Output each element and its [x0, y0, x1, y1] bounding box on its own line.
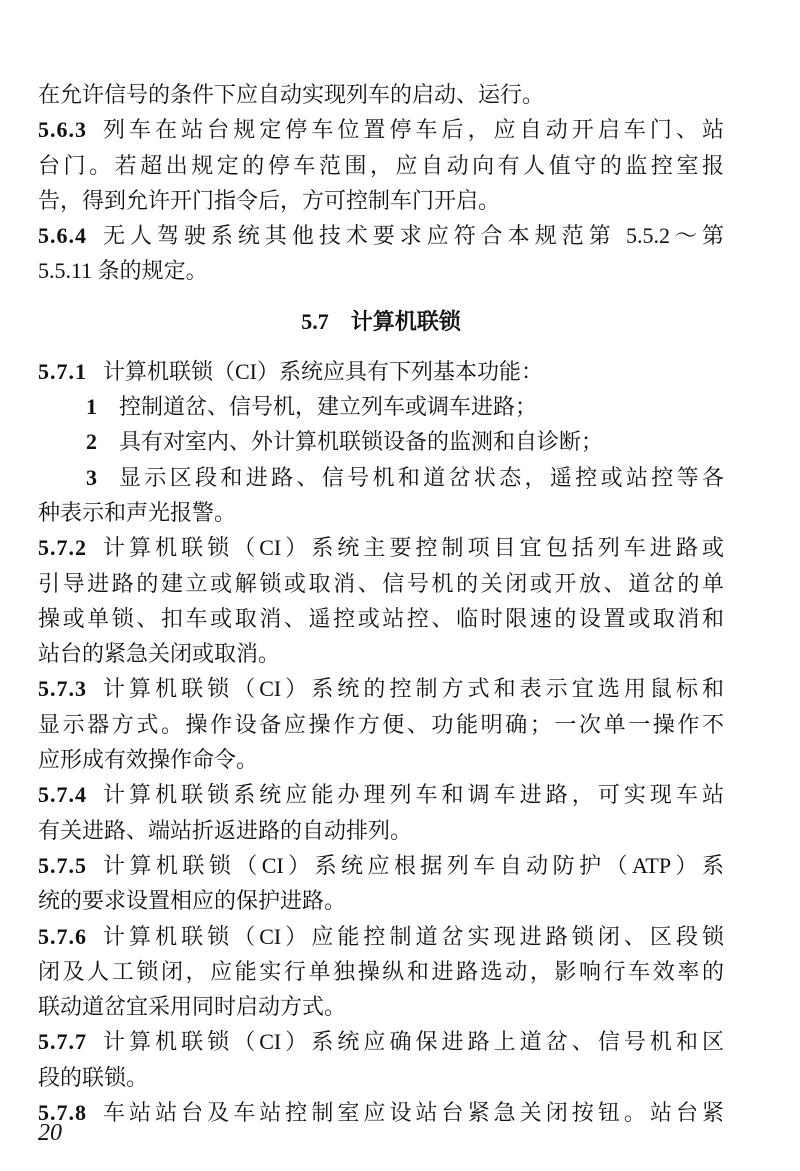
clause-number: 5.7.7: [38, 1029, 87, 1055]
text-line: [38, 883, 724, 918]
text-line: [38, 777, 724, 812]
text-line: [38, 742, 724, 777]
line-text: 无人驾驶系统其他技术要求应符合本规范第 5.5.2～第: [103, 223, 724, 249]
clause-paragraph: [38, 354, 724, 389]
line-text: 5.5.11 条的规定。: [38, 258, 208, 284]
clause-number: 5.7.3: [38, 676, 87, 702]
text-line: [38, 636, 724, 671]
line-text: 种表示和声光报警。: [38, 499, 237, 525]
line-text: 计算机联锁（CI）系统主要控制项目宜包括列车进路或: [103, 535, 724, 561]
clause-paragraph: [38, 1095, 724, 1130]
clause-paragraph: [38, 919, 724, 1025]
clause-number: 5.7.5: [38, 852, 87, 878]
line-text: 台门。若超出规定的停车范围，应自动向有人值守的监控室报: [38, 152, 724, 178]
clause-number: 5.7.1: [38, 358, 87, 384]
section-number: 5.7: [301, 308, 329, 334]
line-text: 闭及人工锁闭，应能实行单独操纵和进路选动，影响行车效率的: [38, 958, 724, 984]
text-line: [38, 989, 724, 1024]
clause-paragraph: [38, 848, 724, 919]
line-text: 计算机联锁（CI）应能控制道岔实现进路锁闭、区段锁: [103, 923, 724, 949]
text-line: [38, 389, 724, 424]
line-text: 统的要求设置相应的保护进路。: [38, 888, 347, 914]
text-line: [38, 112, 724, 147]
line-text: 计算机联锁（CI）系统的控制方式和表示宜选用鼠标和: [103, 676, 724, 702]
text-line: [38, 919, 724, 954]
line-text: 车站站台及车站控制室应设站台紧急关闭按钮。站台紧: [103, 1100, 724, 1126]
list-item: [38, 424, 724, 459]
page-number: 20: [38, 1120, 62, 1146]
text-line: [38, 671, 724, 706]
line-text: 应形成有效操作命令。: [38, 747, 259, 773]
text-line: [38, 218, 724, 253]
text-line: [38, 1024, 724, 1059]
item-number: 3: [86, 464, 97, 490]
line-text: 控制道岔、信号机，建立列车或调车进路；: [119, 394, 538, 420]
line-text: 计算机联锁（CI）系统应根据列车自动防护（ATP）系: [103, 852, 724, 878]
text-line: [38, 1095, 724, 1130]
item-number: 2: [86, 429, 97, 455]
section-title: 计算机联锁: [350, 308, 461, 334]
text-line: [38, 1060, 724, 1095]
line-text: 计算机联锁（CI）系统应具有下列基本功能：: [103, 358, 544, 384]
line-text: 显示器方式。操作设备应操作方便、功能明确；一次单一操作不: [38, 711, 724, 737]
text-line: [38, 848, 724, 883]
clause-paragraph: [38, 671, 724, 777]
item-number: 1: [86, 394, 97, 420]
clause-paragraph: [38, 1024, 724, 1095]
text-line: [38, 460, 724, 495]
clause-paragraph: [38, 112, 724, 218]
text-line: [38, 495, 724, 530]
clause-paragraph: [38, 218, 724, 289]
clause-number: 5.7.6: [38, 923, 87, 949]
clause-number: 5.7.8: [38, 1100, 87, 1126]
text-line: [38, 424, 724, 459]
line-text: 告，得到允许开门指令后，方可控制车门开启。: [38, 187, 501, 213]
text-line: [38, 813, 724, 848]
text-line: [38, 566, 724, 601]
line-text: 站台的紧急关闭或取消。: [38, 641, 281, 667]
line-text: 具有对室内、外计算机联锁设备的监测和自诊断；: [119, 429, 604, 455]
line-text: 显示区段和进路、信号机和道岔状态，遥控或站控等各: [119, 464, 724, 490]
text-line: [38, 954, 724, 989]
list-item: [38, 389, 724, 424]
line-text: 有关进路、端站折返进路的自动排列。: [38, 817, 413, 843]
clause-paragraph: [38, 530, 724, 671]
line-text: 段的联锁。: [38, 1064, 149, 1090]
text-line: [38, 354, 724, 389]
clause-paragraph: [38, 777, 724, 848]
line-text: 联动道岔宜采用同时启动方式。: [38, 994, 347, 1020]
line-text: 在允许信号的条件下应自动实现列车的启动、运行。: [38, 82, 545, 107]
text-line: [38, 707, 724, 742]
line-text: 计算机联锁（CI）系统应确保进路上道岔、信号机和区: [103, 1029, 724, 1055]
list-item: [38, 460, 724, 531]
document-body: [38, 77, 724, 1130]
section-heading: [38, 304, 724, 339]
line-text: 列车在站台规定停车位置停车后，应自动开启车门、站: [103, 117, 724, 143]
line-text: 计算机联锁系统应能办理列车和调车进路，可实现车站: [103, 782, 724, 808]
text-line: [38, 530, 724, 565]
clause-paragraph: [38, 77, 724, 112]
clause-number: 5.6.4: [38, 223, 87, 249]
text-line: [38, 601, 724, 636]
clause-number: 5.6.3: [38, 117, 87, 143]
text-line: [38, 77, 724, 112]
text-line: [38, 183, 724, 218]
clause-number: 5.7.4: [38, 782, 87, 808]
text-line: [38, 148, 724, 183]
line-text: 引导进路的建立或解锁或取消、信号机的关闭或开放、道岔的单: [38, 570, 724, 596]
text-line: [38, 253, 724, 288]
line-text: 操或单锁、扣车或取消、遥控或站控、临时限速的设置或取消和: [38, 605, 724, 631]
clause-number: 5.7.2: [38, 535, 87, 561]
